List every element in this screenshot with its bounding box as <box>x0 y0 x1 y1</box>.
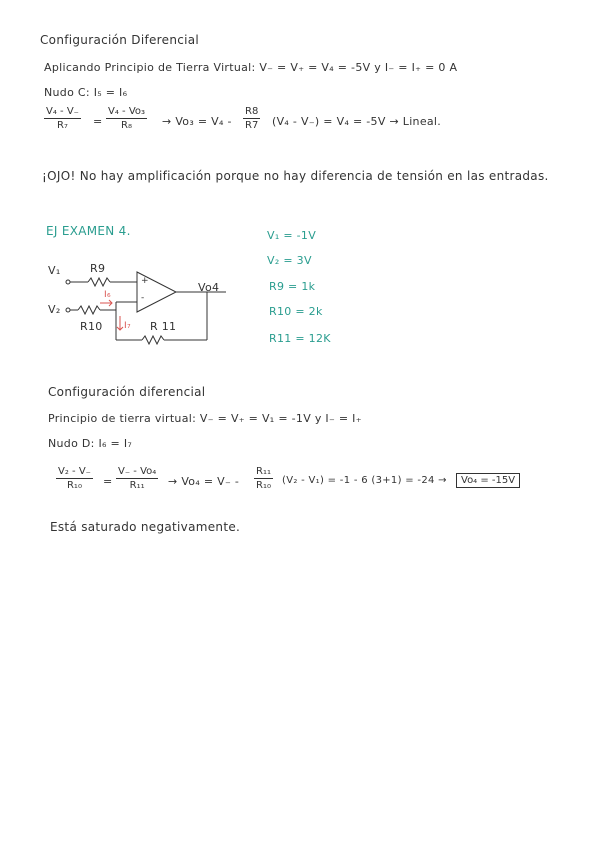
s1-mid-num: V₄ - Vo₃ <box>108 106 146 117</box>
opamp-minus: - <box>141 293 145 303</box>
r11-resistor <box>142 336 164 344</box>
section1-title: Configuración Diferencial <box>40 33 200 47</box>
section2-title: Configuración diferencial <box>48 385 206 399</box>
s1-mid-den: R₈ <box>106 118 147 131</box>
value-r11: R11 = 12K <box>269 332 331 345</box>
s1-eq-sign: = <box>93 115 103 128</box>
i7-label: I₇ <box>124 321 131 331</box>
s1-rhs-den: R7 <box>245 120 259 131</box>
note-prefix: ¡OJO! <box>42 169 76 183</box>
s2-frac-rhs <box>254 466 273 491</box>
i6-label: I₆ <box>104 290 111 300</box>
v1-terminal <box>66 280 70 284</box>
r10-label: R10 <box>80 320 103 333</box>
v1-label: V₁ <box>48 264 61 277</box>
s1-lhs-den: R₇ <box>44 118 81 131</box>
section1-principle: Aplicando Principio de Tierra Virtual: V₋ = V₊ = V₄ = -5V y I₋ = I₊ = 0 A <box>44 61 458 74</box>
conclusion: Está saturado negativamente. <box>50 520 241 534</box>
vo4-label: Vo4 <box>198 281 220 294</box>
value-r10: R10 = 2k <box>269 305 323 318</box>
opamp-plus: + <box>141 276 149 286</box>
s1-rhs-num: R8 <box>245 106 259 117</box>
s1-rhs-b: (V₄ - V₋) = V₄ = -5V → Lineal. <box>272 115 442 128</box>
s2-lhs-num: V₂ - V₋ <box>58 466 91 477</box>
r9-resistor <box>88 278 110 286</box>
s2-frac-mid <box>116 466 158 491</box>
note-text: No hay amplificación porque no hay diferencia de tensión en las entradas. <box>79 169 549 183</box>
r9-label: R9 <box>90 262 106 275</box>
value-r9: R9 = 1k <box>269 280 316 293</box>
s2-lhs-den: R₁₀ <box>56 478 93 491</box>
v2-terminal <box>66 308 70 312</box>
section2-principle: Principio de tierra virtual: V₋ = V₊ = V₁ = -1V y I₋ = I₊ <box>48 412 362 425</box>
exam-title: EJ EXAMEN 4. <box>46 224 131 238</box>
s1-rhs-a: → Vo₃ = V₄ - <box>162 115 232 128</box>
s1-lhs-num: V₄ - V₋ <box>46 106 79 117</box>
s2-eq-sign: = <box>103 475 113 488</box>
s2-rhs-den: R₁₀ <box>256 480 271 491</box>
value-v1: V₁ = -1V <box>267 229 317 242</box>
s2-rhs-num: R₁₁ <box>256 466 271 477</box>
s2-rhs-a: → Vo₄ = V₋ - <box>168 475 240 488</box>
r10-resistor <box>78 306 100 314</box>
s2-frac-lhs <box>56 466 93 491</box>
section1-node: Nudo C: I₅ = I₆ <box>44 86 128 99</box>
s2-rhs-b: (V₂ - V₁) = -1 - 6 (3+1) = -24 → <box>282 475 447 486</box>
value-v2: V₂ = 3V <box>267 254 312 267</box>
result-box: Vo₄ = -15V <box>456 473 520 488</box>
v2-label: V₂ <box>48 303 61 316</box>
r11-label: R 11 <box>150 320 177 333</box>
s2-mid-den: R₁₁ <box>116 478 158 491</box>
section2-node: Nudo D: I₆ = I₇ <box>48 437 133 450</box>
s2-mid-num: V₋ - Vo₄ <box>118 466 157 477</box>
